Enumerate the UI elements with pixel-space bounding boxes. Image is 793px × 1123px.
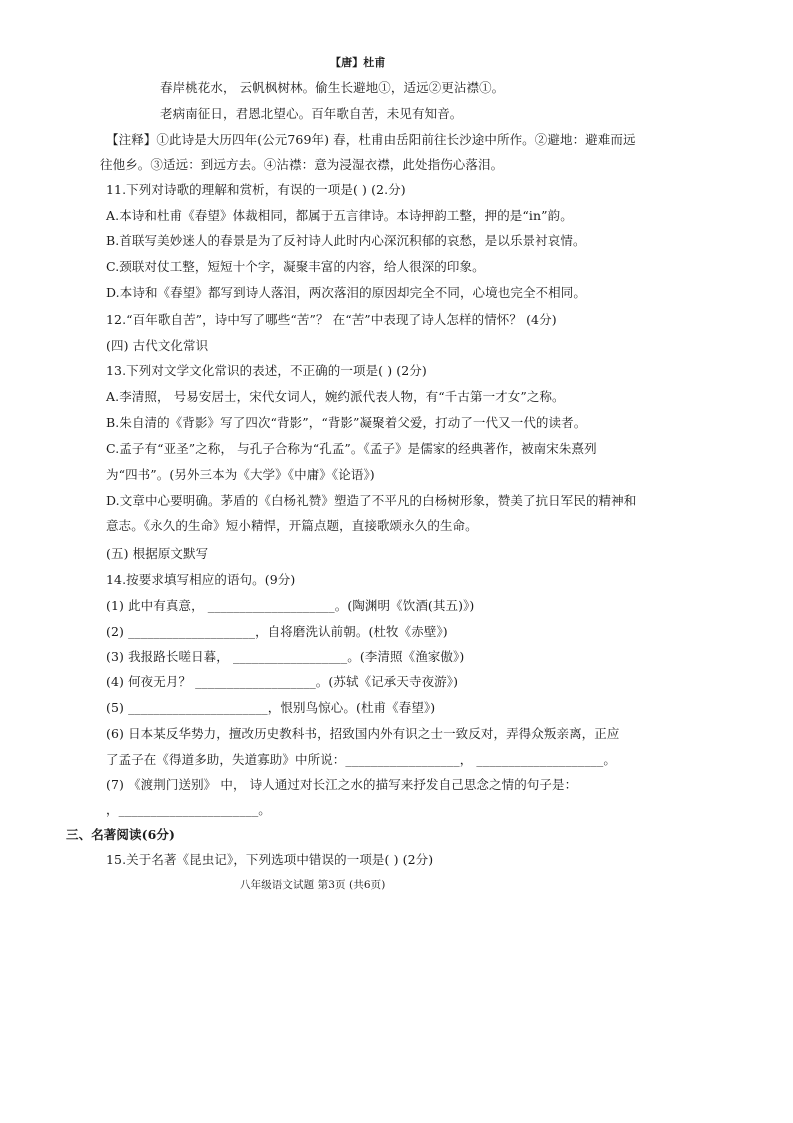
- question-13-option-c-line-1: C.孟子有“亚圣”之称， 与孔子合称为“孔孟”。《孟子》是儒家的经典著作，被南宋朱熹列: [106, 441, 597, 456]
- question-14-stem: 14.按要求填写相应的语句。(9分): [106, 572, 296, 587]
- question-13-option-a: A.李清照， 号易安居士，宋代女词人，婉约派代表人物，有“千古第一才女”之称。: [106, 389, 565, 404]
- question-11-option-a: A.本诗和杜甫《春望》体裁相同，都属于五言律诗。本诗押韵工整，押的是“in”韵。: [106, 208, 573, 223]
- page-footer: 八年级语文试题 第3页 (共6页): [240, 879, 386, 891]
- question-14-item-6-line-2: 了孟子在《得道多助，失道寡助》中所说：__________________， ____________________。: [106, 752, 616, 767]
- question-13-option-c-line-2: 为“四书”。(另外三本为《大学》《中庸》《论语》): [106, 467, 375, 482]
- question-14-item-6-line-1: (6) 日本某反华势力，擅改历史教科书，招致国内外有识之士一致反对，弄得众叛亲离，正应: [106, 726, 620, 741]
- question-14-item-7-line-2: ，______________________。: [106, 802, 271, 817]
- question-12-stem: 12.“百年歌自苦”，诗中写了哪些“苦”？ 在“苦”中表现了诗人怎样的情怀？ (4分): [106, 312, 557, 327]
- question-11-option-d: D.本诗和《春望》都写到诗人落泪，两次落泪的原因却完全不同，心境也完全不相同。: [106, 285, 586, 300]
- question-15-stem: 15.关于名著《昆虫记》，下列选项中错误的一项是( ) (2分): [106, 852, 434, 867]
- question-14-item-7-line-1: (7) 《渡荆门送别》 中， 诗人通过对长江之水的描写来抒发自己思念之情的句子是：: [106, 777, 578, 792]
- section-5-title: (五) 根据原文默写: [106, 546, 209, 561]
- question-13-stem: 13.下列对文学文化常识的表述，不正确的一项是( ) (2分): [106, 363, 427, 378]
- question-14-item-5: (5) ______________________，恨别鸟惊心。(杜甫《春望》): [106, 700, 436, 715]
- poem-line-2: 老病南征日，君恩北望心。百年歌自苦，未见有知音。: [160, 106, 463, 121]
- question-14-item-2: (2) ____________________，自将磨洗认前朝。(杜牧《赤壁》): [106, 624, 448, 639]
- section-3-title: 三、名著阅读(6分): [66, 827, 176, 842]
- poem-line-1: 春岸桃花水， 云帆枫树林。偷生长避地①，适远②更沾襟①。: [160, 80, 505, 95]
- question-13-option-d-line-2: 意志。《永久的生命》短小精悍，开篇点题，直接歌颂永久的生命。: [106, 518, 478, 533]
- question-11-option-c: C.颈联对仗工整，短短十个字，凝聚丰富的内容，给人很深的印象。: [106, 259, 485, 274]
- annotation-line-1: 【注释】①此诗是大历四年(公元769年) 春，杜甫由岳阳前往长沙途中所作。②避地：避难而远: [106, 132, 636, 147]
- annotation-line-2: 往他乡。③适远：到远方去。④沾襟：意为浸湿衣襟，此处指伤心落泪。: [100, 157, 504, 172]
- question-14-item-1: (1) 此中有真意， ____________________。(陶渊明《饮酒(其五)》): [106, 598, 475, 613]
- question-14-item-3: (3) 我报路长嗟日暮， __________________。(李清照《渔家傲》): [106, 649, 465, 664]
- question-11-stem: 11.下列对诗歌的理解和赏析，有误的一项是( ) (2.分): [106, 182, 406, 197]
- question-11-option-b: B.首联写美妙迷人的春景是为了反衬诗人此时内心深沉积郁的哀愁，是以乐景衬哀情。: [106, 233, 586, 248]
- question-13-option-b: B.朱自清的《背影》写了四次“背影”，“背影”凝聚着父爱，打动了一代又一代的读者。: [106, 415, 587, 430]
- poem-attribution: 【唐】杜甫: [330, 56, 386, 69]
- section-4-title: (四) 古代文化常识: [106, 338, 209, 353]
- question-13-option-d-line-1: D.文章中心要明确。茅盾的《白杨礼赞》塑造了不平凡的白杨树形象，赞美了抗日军民的精神和: [106, 493, 637, 508]
- question-14-item-4: (4) 何夜无月？ ___________________。(苏轼《记承天寺夜游》): [106, 674, 459, 689]
